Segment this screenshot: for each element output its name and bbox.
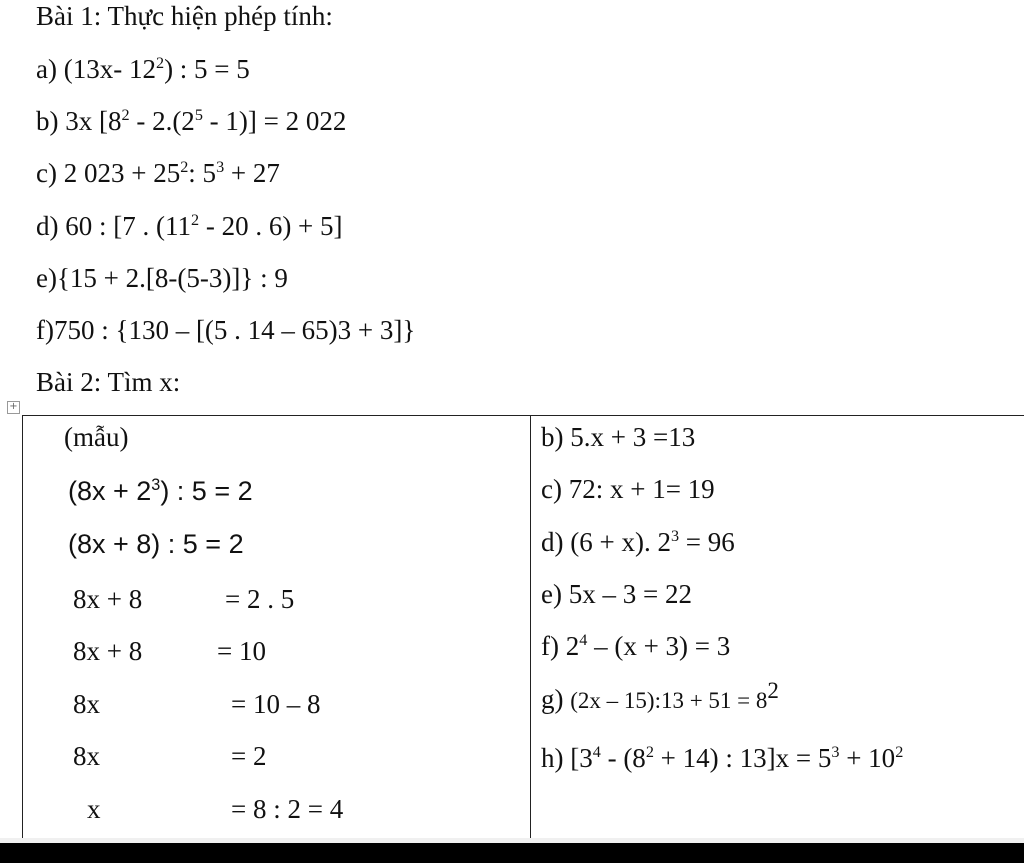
example-line-7-lhs: x xyxy=(87,794,101,824)
bai1-item-f: f)750 : {130 – [(5 . 14 – 65)3 + 3]} xyxy=(36,315,416,345)
bai2-item-h: h) [$3^4 - (8^2 + 14)$ : $13]x = 5^3 + 10^2$ xyxy=(541,743,904,773)
bai1-item-e: e){15 + 2.[8-(5-3)]} : 9 xyxy=(36,263,288,293)
bai1-title: Bài 1: Thực hiện phép tính: xyxy=(36,1,333,31)
example-line-5-lhs: 8x xyxy=(73,689,100,719)
bai2-item-g: g) (2x – 15):13 + $51 = 8^2$ xyxy=(541,678,779,714)
table-move-handle-icon[interactable]: + xyxy=(7,401,20,414)
example-line-6-rhs: = 2 xyxy=(231,741,267,771)
table-top-border xyxy=(22,415,1024,416)
bai2-item-d: d) (6 + x). $2^3 = 96$ xyxy=(541,527,735,557)
bai1-item-c: c) 2 $023 + 25^2$: $5^3 + 27$ xyxy=(36,158,280,188)
example-line-6-lhs: 8x xyxy=(73,741,100,771)
bai1-item-a: a) (13x- $12^2$) : 5 = 5 xyxy=(36,54,250,84)
bai1-item-b: b) 3x $[8^2 - 2.(2^5 - 1)] = 2$ 022 xyxy=(36,106,347,136)
example-line-2: (8x + 8) : 5 = 2 xyxy=(68,529,244,559)
example-line-3-rhs: = 2 . 5 xyxy=(225,584,295,614)
table-column-divider xyxy=(530,415,531,843)
example-line-4-rhs: = 10 xyxy=(217,636,266,666)
example-line-3-lhs: 8x + 8 xyxy=(73,584,143,614)
bai2-item-b: b) 5.x + 3 =13 xyxy=(541,422,696,452)
example-line-1: $(8x + 2^3)$ : 5 = 2 xyxy=(68,476,253,506)
example-line-7-rhs: = 8 : 2 = 4 xyxy=(231,794,344,824)
bai2-item-c: c) 72: x + 1= 19 xyxy=(541,474,715,504)
bai1-item-d: d) 60 : [7 . ($11^2 - 20$ . 6) + 5] xyxy=(36,211,343,241)
screen-bottom-bar xyxy=(0,843,1024,863)
example-line-5-rhs: = 10 – 8 xyxy=(231,689,321,719)
bai2-item-f: f) $2^4 - (x + 3) = 3$ xyxy=(541,631,731,661)
bai2-title: Bài 2: Tìm x: xyxy=(36,367,181,397)
example-line-4-lhs: 8x + 8 xyxy=(73,636,143,666)
bai2-item-e: e) 5x – 3 = 22 xyxy=(541,579,692,609)
example-label: (mẫu) xyxy=(64,422,129,452)
table-left-border xyxy=(22,415,23,843)
